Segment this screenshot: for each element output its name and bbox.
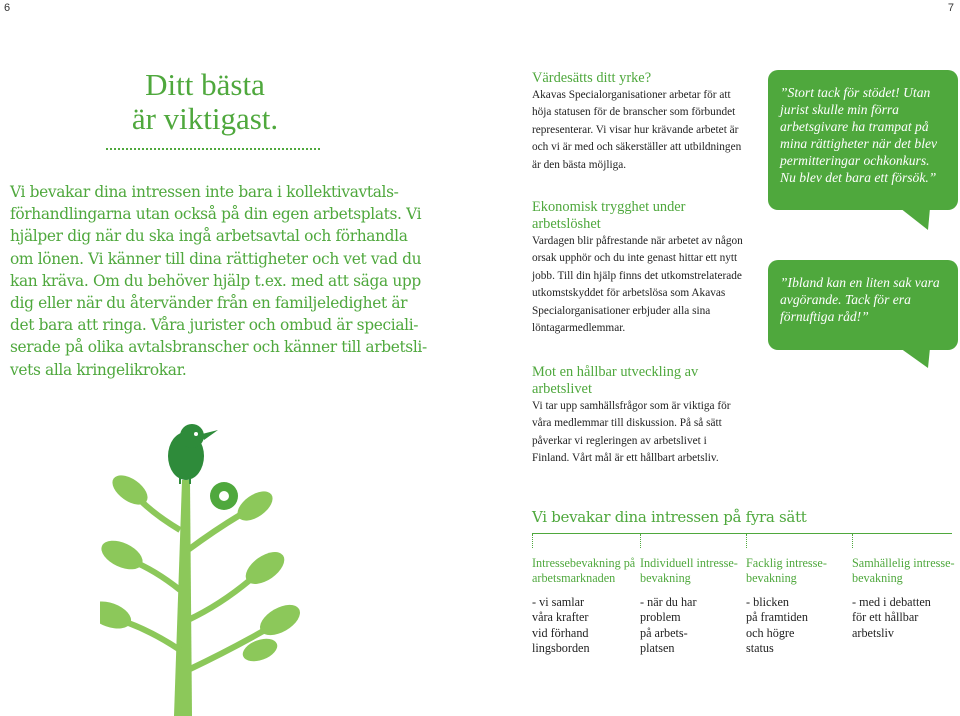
page-number-left: 6 — [4, 2, 11, 14]
section-economic-security — [532, 199, 744, 337]
connector-line — [532, 534, 533, 548]
ways-heading: Vi bevakar dina intressen på fyra sätt — [532, 508, 807, 526]
intro-paragraph: Vi bevakar dina intressen inte bara i kollektivavtalsförhandlingarna utan också på din egen arbetsplats. Vi hjälper dig när du ska ingå arbetsavtal och förhandla om lönen. Vi känner till dina rättigheter och vet vad du kan kräva. Om du behöver hjälp t.ex. med att säga upp dig eller när du återvänder från en familjeledighet är det bara att ringa. Våra jurister och ombud är specialiserade på olika avtalsbranscher och känner till arbetslivets alla kringelikrokar. — [10, 183, 428, 379]
way-body: - med i debatten för ett hållbar arbetsliv — [852, 595, 931, 640]
section-body: Vardagen blir påfrestande när arbetet av någon orsak upphör och du inte genast hittar ett nytt jobb. Till din hjälp finns det utkomstrelaterade utkomstskyddet för arbetslösa som Akavas Specialorganisationer erbjuder alla sina löntagarmedlemmar. — [532, 235, 743, 335]
title-divider — [106, 148, 320, 150]
way-item — [746, 548, 850, 656]
way-body: - när du har problem på arbets- platsen — [640, 595, 697, 655]
page-title — [60, 68, 350, 136]
page-title-line-2: är viktigast. — [131, 101, 279, 136]
leaf-icon — [100, 470, 305, 666]
way-heading: Intressebevakning på arbetsmarknaden — [532, 556, 636, 585]
quote-bubble-tail — [900, 348, 930, 370]
flower-icon — [210, 482, 238, 510]
section-heading: Värdesätts ditt yrke? — [532, 70, 652, 86]
section-sustainable-worklife — [532, 364, 744, 468]
page-title-line-1: Ditt bästa — [145, 67, 265, 102]
section-professional-value — [532, 70, 744, 174]
quote-bubble — [768, 260, 958, 350]
page-number-right: 7 — [947, 2, 954, 14]
tree-illustration — [100, 420, 310, 716]
way-item — [532, 548, 636, 656]
connector-line — [746, 534, 747, 548]
section-body: Akavas Specialorganisationer arbetar för att höja statusen för de branscher som förbundet representerar. Vi visar hur krävande arbetet är och vi är med och säkerställer att utbildningen är den bästa möjliga. — [532, 89, 742, 171]
quote-text: ”Ibland kan en liten sak vara avgörande. Tack för era förnuftiga råd!” — [780, 275, 940, 324]
connector-line — [852, 534, 853, 548]
quote-bubble — [768, 70, 958, 210]
connector-line — [640, 534, 641, 548]
way-body: - vi samlar våra krafter vid förhand lingsborden — [532, 595, 590, 655]
way-heading: Facklig intressebevakning — [746, 556, 827, 585]
way-body: - blicken på framtiden och högre status — [746, 595, 808, 655]
way-heading: Individuell intressebevakning — [640, 556, 738, 585]
way-heading: Samhällelig intressebevakning — [852, 556, 955, 585]
section-body: Vi tar upp samhällsfrågor som är viktiga för våra medlemmar till diskussion. På så sätt påverkar vi regleringen av arbetslivet i Finland. Vårt mål är ett hållbart arbetsliv. — [532, 400, 731, 465]
section-heading: Mot en hållbar utveckling av arbetslivet — [532, 364, 699, 397]
bird-icon — [168, 424, 218, 484]
section-heading: Ekonomisk trygghet under arbetslöshet — [532, 199, 686, 232]
quote-bubble-tail — [900, 208, 930, 232]
ways-divider — [532, 533, 952, 534]
quote-text: ”Stort tack för stödet! Utan jurist skulle min förra arbetsgivare ha trampat på mina rättigheter när det blev permitteringar ochkonkurs. Nu blev det bara ett försök.” — [780, 85, 938, 185]
way-item — [852, 548, 958, 641]
way-item — [640, 548, 744, 656]
